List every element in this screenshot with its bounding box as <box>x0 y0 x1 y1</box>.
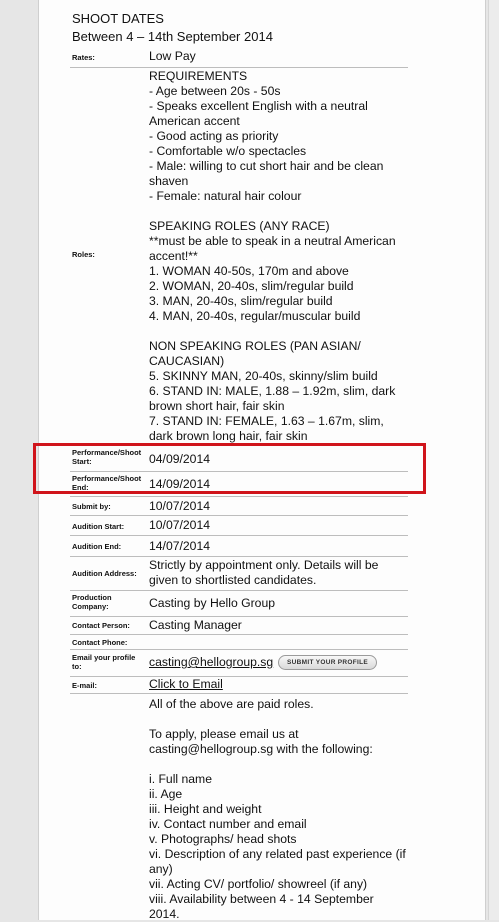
scrollbar[interactable] <box>488 0 499 920</box>
roles-line <box>149 324 411 339</box>
roles-line: 4. MAN, 20-40s, regular/muscular build <box>149 309 361 323</box>
notes-line: casting@hellogroup.sg with the following: <box>149 742 373 756</box>
submit-by-value: 10/07/2014 <box>149 499 210 513</box>
shoot-dates-range: Between 4 – 14th September 2014 <box>72 29 273 44</box>
roles-line: 5. SKINNY MAN, 20-40s, skinny/slim build <box>149 369 378 383</box>
roles-line: - Female: natural hair colour <box>149 189 302 203</box>
audition-end-value: 14/07/2014 <box>149 539 210 553</box>
roles-line: - Good acting as priority <box>149 129 279 143</box>
rates-value: Low Pay <box>149 49 196 63</box>
roles-line: brown short hair, fair skin <box>149 399 285 413</box>
roles-line: 1. WOMAN 40-50s, 170m and above <box>149 264 349 278</box>
roles-line: - Age between 20s - 50s <box>149 84 281 98</box>
audition-start-row <box>70 515 408 536</box>
roles-line: - Comfortable w/o spectacles <box>149 144 307 158</box>
roles-value <box>149 69 411 444</box>
email-profile-link[interactable]: casting@hellogroup.sg <box>149 655 274 669</box>
contact-phone-row <box>70 634 408 650</box>
audition-address-value <box>149 558 411 588</box>
production-label: Production Company: <box>72 593 112 611</box>
email-label: E-mail: <box>72 681 98 690</box>
audition-address-label: Audition Address: <box>72 569 137 578</box>
contact-person-label: Contact Person: <box>72 621 130 630</box>
address-line: Strictly by appointment only. Details will be <box>149 558 379 572</box>
email-profile-row <box>70 649 408 677</box>
rates-row <box>70 48 408 68</box>
roles-line: - Speaks excellent English with a neutral <box>149 99 368 113</box>
roles-line: 3. MAN, 20-40s, slim/regular build <box>149 294 333 308</box>
notes-line: viii. Availability between 4 - 14 September <box>149 892 374 906</box>
click-to-email-link[interactable]: Click to Email <box>149 677 223 691</box>
email-profile-label: Email your profile to: <box>72 653 136 671</box>
roles-label: Roles: <box>72 250 95 259</box>
submit-by-label: Submit by: <box>72 502 111 511</box>
notes-line <box>149 757 411 772</box>
rates-label: Rates: <box>72 53 95 62</box>
notes-line <box>149 712 411 727</box>
submit-by-row <box>70 496 408 516</box>
shoot-start-label: Performance/Shoot Start: <box>72 448 142 466</box>
shoot-dates-title: SHOOT DATES <box>72 11 164 26</box>
roles-line: shaven <box>149 174 189 188</box>
audition-end-row <box>70 535 408 557</box>
shoot-end-label: Performance/Shoot End: <box>72 474 142 492</box>
contact-person-value: Casting Manager <box>149 618 242 632</box>
production-row <box>70 590 408 617</box>
roles-line: REQUIREMENTS <box>149 69 248 83</box>
contact-phone-label: Contact Phone: <box>72 638 128 647</box>
production-value: Casting by Hello Group <box>149 596 275 610</box>
roles-line <box>149 204 411 219</box>
audition-end-label: Audition End: <box>72 542 122 551</box>
roles-line: 2. WOMAN, 20-40s, slim/regular build <box>149 279 354 293</box>
shoot-start-value: 04/09/2014 <box>149 452 210 466</box>
roles-line: NON SPEAKING ROLES (PAN ASIAN/ <box>149 339 361 353</box>
audition-address-row <box>70 556 408 591</box>
roles-line: - Male: willing to cut short hair and be clean <box>149 159 384 173</box>
contact-person-row <box>70 616 408 635</box>
submit-profile-button[interactable]: SUBMIT YOUR PROFILE <box>278 655 377 670</box>
email-value-wrap <box>149 677 411 692</box>
roles-line: American accent <box>149 114 240 128</box>
notes-line: vi. Description of any related past experience (if <box>149 847 406 861</box>
notes-line: 2014. <box>149 907 180 921</box>
notes-line: iv. Contact number and email <box>149 817 307 831</box>
roles-line: dark brown long hair, fair skin <box>149 429 308 443</box>
notes-line: ii. Age <box>149 787 183 801</box>
roles-line: 7. STAND IN: FEMALE, 1.63 – 1.67m, slim, <box>149 414 384 428</box>
notes-line: i. Full name <box>149 772 212 786</box>
email-row <box>70 676 408 694</box>
audition-start-label: Audition Start: <box>72 522 125 531</box>
notes-line: To apply, please email us at <box>149 727 299 741</box>
notes-line: All of the above are paid roles. <box>149 697 314 711</box>
application-notes <box>149 697 411 922</box>
roles-line: **must be able to speak in a neutral American <box>149 234 396 248</box>
roles-line: CAUCASIAN) <box>149 354 225 368</box>
notes-line: vii. Acting CV/ portfolio/ showreel (if any) <box>149 877 368 891</box>
notes-line: v. Photographs/ head shots <box>149 832 297 846</box>
notes-line: iii. Height and weight <box>149 802 262 816</box>
roles-line: accent!** <box>149 249 198 263</box>
roles-line: 6. STAND IN: MALE, 1.88 – 1.92m, slim, dark <box>149 384 396 398</box>
audition-start-value: 10/07/2014 <box>149 518 210 532</box>
shoot-end-value: 14/09/2014 <box>149 477 210 491</box>
highlight-box <box>33 443 426 494</box>
notes-line: any) <box>149 862 173 876</box>
roles-row <box>70 67 408 446</box>
address-line: given to shortlisted candidates. <box>149 573 317 587</box>
roles-line: SPEAKING ROLES (ANY RACE) <box>149 219 330 233</box>
